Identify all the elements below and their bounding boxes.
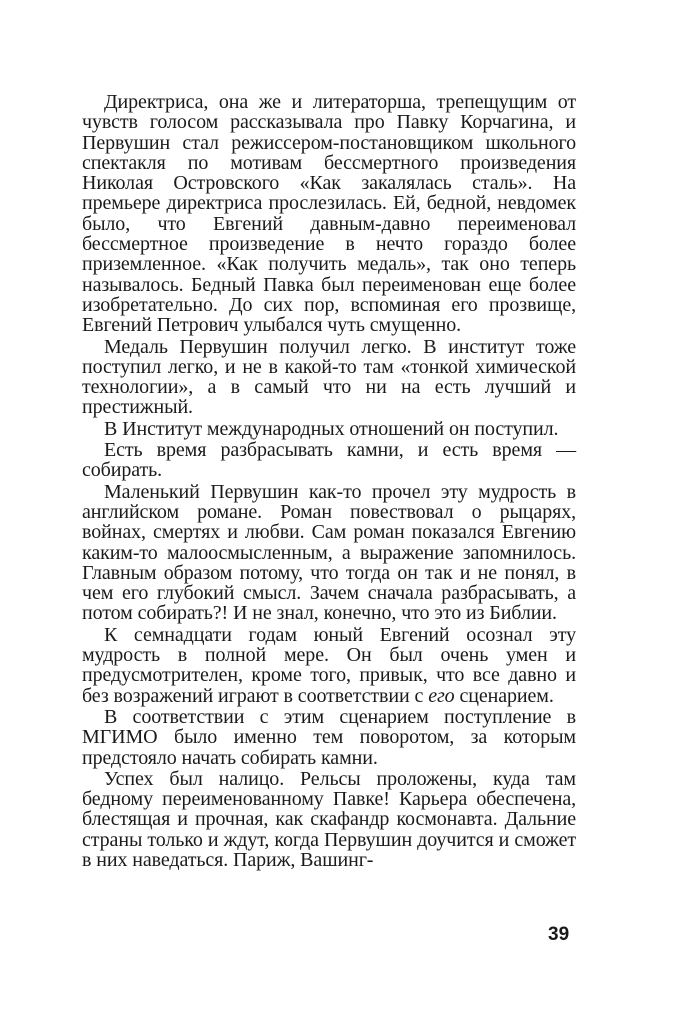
paragraph-1-text: Директриса, она же и литераторша, трепещущим от чувств голосом рассказывала про Павку Корчагина, и Первушин стал режиссером-постановщиком школьного спектакля по мотивам бессмертного произведения Николая Островского «Как закалялась сталь». На премьере директриса прослезилась. Ей, бедной, невдомек было, что Евгений давным-давно переименовал бессмертное произведение в нечто гораздо более приземленное. «Как получить медаль», так оно теперь называлось. Бедный Павка был переименован еще более изобретательно. До сих пор, вспоминая его прозвище, Евгений Петрович улыбался чуть смущенно. [82,91,576,337]
paragraph-6-text: К семнадцати годам юный Евгений осознал эту мудрость в полной мере. Он был очень умен и предусмотрителен, кроме того, привык, что все давно и без возражений играют в соответствии с [82,623,576,707]
paragraph-4 [82,440,576,481]
paragraph-8 [82,769,576,870]
paragraph-3 [82,419,576,439]
paragraph-1 [82,92,576,336]
paragraph-4-text: Есть время разбрасывать камни, и есть время — собирать. [82,439,576,482]
paragraph-6-emphasis: его [428,684,455,707]
paragraph-6 [82,625,576,706]
page-body [82,92,576,871]
paragraph-2 [82,337,576,418]
page-number: 39 [548,924,570,945]
paragraph-6-text-end: сценарием. [454,684,554,707]
paragraph-8-text: Успех был налицо. Рельсы проложены, куда там бедному переименованному Павке! Карьера обеспечена, блестящая и прочная, как скафандр космонавта. Дальние страны только и ждут, когда Первушин доучится и сможет в них наведаться. Париж, Вашинг- [82,767,576,871]
paragraph-7-text: В соответствии с этим сценарием поступление в МГИМО было именно тем поворотом, за которым предстояло начать собирать камни. [82,705,576,769]
paragraph-2-text: Медаль Первушин получил легко. В институт тоже поступил легко, и не в какой-то там «тонкой химической технологии», а в самый что ни на есть лучший и престижный. [82,335,576,419]
paragraph-3-text: В Институт международных отношений он поступил. [104,417,559,440]
paragraph-5-text: Маленький Первушин как-то прочел эту мудрость в английском романе. Роман повествовал о рыцарях, войнах, смертях и любви. Сам роман показался Евгению каким-то малоосмысленным, а выражение запомнилось. Главным образом потому, что тогда он так и не понял, в чем его глубокий смысл. Зачем сначала разбрасывать, а потом собирать?! И не знал, конечно, что это из Библии. [82,480,576,625]
paragraph-5 [82,482,576,624]
paragraph-7 [82,707,576,768]
